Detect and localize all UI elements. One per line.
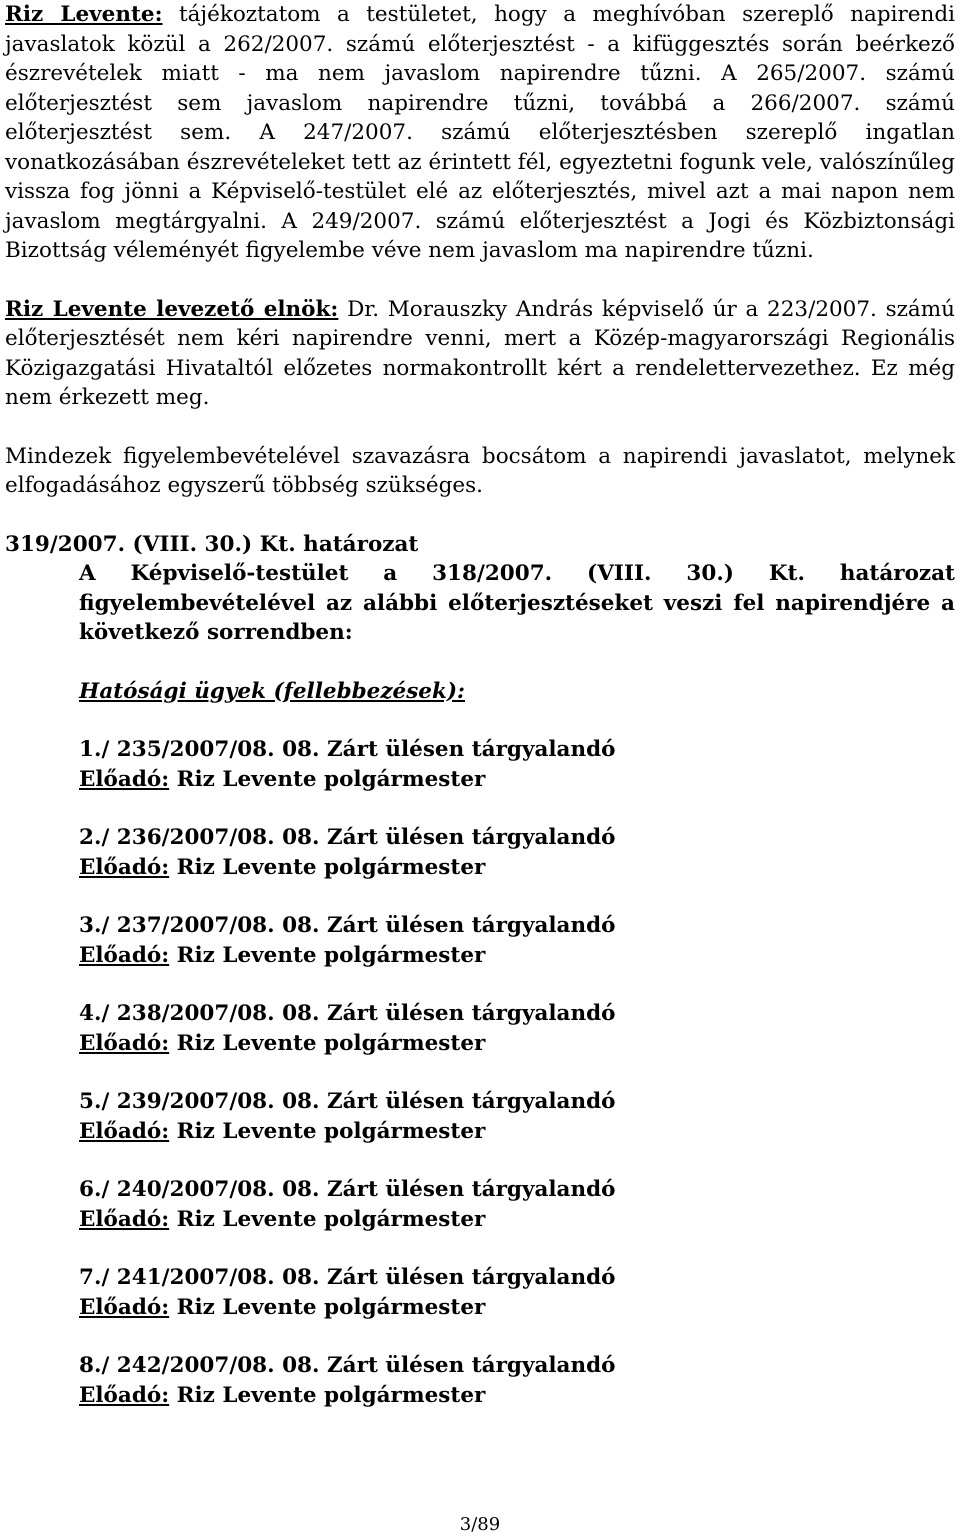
presenter-label: Előadó: xyxy=(79,942,170,968)
agenda-item-presenter xyxy=(5,1381,955,1411)
spacer xyxy=(5,1234,955,1263)
presenter-name: Riz Levente polgármester xyxy=(169,1382,486,1408)
spacer xyxy=(5,413,955,442)
presenter-label: Előadó: xyxy=(79,854,170,880)
agenda-list xyxy=(5,706,955,1410)
agenda-item-title: 5./ 239/2007/08. 08. Zárt ülésen tárgyalandó xyxy=(79,1089,616,1114)
presenter-label: Előadó: xyxy=(79,1382,170,1408)
spacer xyxy=(5,794,955,823)
agenda-item-title: 6./ 240/2007/08. 08. Zárt ülésen tárgyalandó xyxy=(79,1177,616,1202)
spacer xyxy=(5,706,955,735)
agenda-item-presenter xyxy=(5,941,955,971)
agenda-item xyxy=(5,823,955,882)
agenda-item-presenter xyxy=(5,1293,955,1323)
paragraph-text: tájékoztatom a testületet, hogy a meghívóban szereplő napirendi javaslatok közül a 262/2007. számú előterjesztést - a kifüggesztés során beérkező észrevételek miatt - ma nem javaslom napirendre tűzni. A 265/2007. számú előterjesztést sem javaslom napirendre tűzni, továbbá a 266/2007. számú előterjesztést sem. A 247/2007. számú előterjesztésben szereplő ingatlan vonatkozásában észrevételeket tett az érintett fél, egyeztetni fogunk vele, valószínűleg vissza fog jönni a Képviselő-testület elé az előterjesztés, mivel azt a mai napon nem javaslom megtárgyalni. A 249/2007. számú előterjesztést a Jogi és Közbiztonsági Bizottság véleményét figyelembe véve nem javaslom ma napirendre tűzni. xyxy=(5,2,955,263)
document-page xyxy=(5,0,955,1410)
presenter-name: Riz Levente polgármester xyxy=(169,1206,486,1232)
spacer xyxy=(5,266,955,295)
paragraph-speaker-2 xyxy=(5,295,955,413)
presenter-name: Riz Levente polgármester xyxy=(169,766,486,792)
resolution-number: 319/2007. (VIII. 30.) Kt. határozat xyxy=(5,531,419,557)
agenda-item xyxy=(5,735,955,794)
agenda-item-title: 7./ 241/2007/08. 08. Zárt ülésen tárgyalandó xyxy=(79,1265,616,1290)
spacer xyxy=(5,648,955,677)
spacer xyxy=(5,1146,955,1175)
agenda-item xyxy=(5,911,955,970)
agenda-item-presenter xyxy=(5,1117,955,1147)
agenda-item xyxy=(5,1351,955,1410)
presenter-label: Előadó: xyxy=(79,1030,170,1056)
presenter-name: Riz Levente polgármester xyxy=(169,854,486,880)
spacer xyxy=(5,970,955,999)
presenter-name: Riz Levente polgármester xyxy=(169,1118,486,1144)
presenter-name: Riz Levente polgármester xyxy=(169,1294,486,1320)
agenda-item-title: 2./ 236/2007/08. 08. Zárt ülésen tárgyalandó xyxy=(79,825,616,850)
presenter-label: Előadó: xyxy=(79,766,170,792)
agenda-item-presenter xyxy=(5,765,955,795)
presenter-label: Előadó: xyxy=(79,1294,170,1320)
agenda-item-presenter xyxy=(5,1205,955,1235)
presenter-name: Riz Levente polgármester xyxy=(169,1030,486,1056)
spacer xyxy=(5,1322,955,1351)
spacer xyxy=(5,501,955,530)
presenter-label: Előadó: xyxy=(79,1206,170,1232)
paragraph-speaker-1 xyxy=(5,0,955,266)
presenter-label: Előadó: xyxy=(79,1118,170,1144)
spacer xyxy=(5,1058,955,1087)
agenda-item-title: 4./ 238/2007/08. 08. Zárt ülésen tárgyalandó xyxy=(79,1001,616,1026)
agenda-item-title: 8./ 242/2007/08. 08. Zárt ülésen tárgyalandó xyxy=(79,1353,616,1378)
agenda-item xyxy=(5,1263,955,1322)
speaker-name: Riz Levente levezető elnök: xyxy=(5,296,339,322)
agenda-item-title: 1./ 235/2007/08. 08. Zárt ülésen tárgyalandó xyxy=(79,737,616,762)
agenda-item xyxy=(5,1175,955,1234)
spacer xyxy=(5,882,955,911)
agenda-item xyxy=(5,1087,955,1146)
paragraph-vote: Mindezek figyelembevételével szavazásra bocsátom a napirendi javaslatot, melynek elfogadásához egyszerű többség szükséges. xyxy=(5,443,955,498)
agenda-item-title: 3./ 237/2007/08. 08. Zárt ülésen tárgyalandó xyxy=(79,913,616,938)
page-number: 3/89 xyxy=(459,1514,501,1535)
agenda-item-presenter xyxy=(5,1029,955,1059)
speaker-name: Riz Levente: xyxy=(5,2,163,27)
agenda-item xyxy=(5,999,955,1058)
section-heading: Hatósági ügyek (fellebbezések): xyxy=(79,678,465,704)
resolution-body: A Képviselő-testület a 318/2007. (VIII. 30.) Kt. határozat figyelembevételével az alábbi előterjesztéseket veszi fel napirendjére a következő sorrendben: xyxy=(79,561,955,645)
agenda-item-presenter xyxy=(5,853,955,883)
presenter-name: Riz Levente polgármester xyxy=(169,942,486,968)
paragraph-text: Dr. Morauszky András képviselő úr a 223/2007. számú előterjesztését nem kéri napirendre venni, mert a Közép-magyarországi Regionális Közigazgatási Hivataltól előzetes normakontrollt kért a rendelettervezethez. Ez még nem érkezett meg. xyxy=(5,296,955,410)
